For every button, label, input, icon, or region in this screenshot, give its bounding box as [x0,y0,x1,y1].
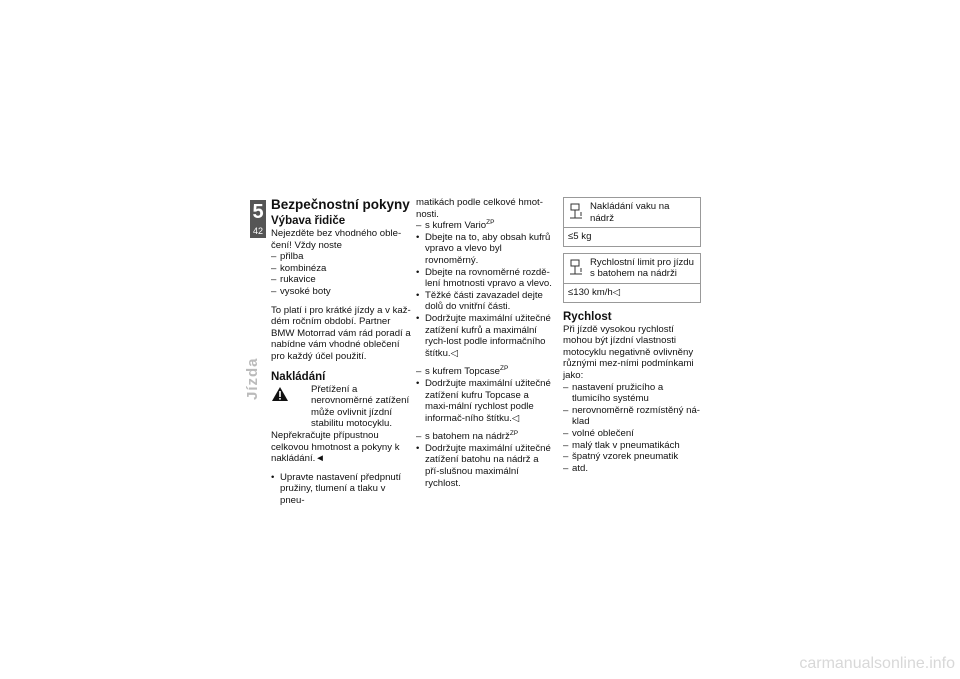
speed-intro: Při jízdě vysokou rychlostí mohou být jízdní vlastnosti motocyklu negativně ovlivněny různými mez-ními podmínkami jako: [563,323,694,381]
list-item: • Dbejte na to, aby obsah kufrů vpravo a vlevo byl rovnoměrný. [416,232,553,267]
spec-value: ≤130 km/h◁ [564,283,700,302]
list-item: • Dodržujte maximální užitečné zatížení batohu na nádrž a pří-slušnou maximální rychlost. [416,443,553,489]
list-item: – volné oblečení [563,428,703,440]
option-vario-sup: ZP [486,219,495,226]
list-item: • Dodržujte maximální užitečné zatížení kufru Topcase a maxi-mální rychlost podle informač-ního štítku.◁ [416,378,553,424]
option-topcase-label: s kufrem Topcase [425,366,501,378]
option-tank-bag-label: s batohem na nádrž [425,431,510,443]
list-item: – rukavice [271,274,411,286]
option-topcase-sup: ZP [500,365,509,373]
rider-intro: Nejezděte bez vhodného oble-čení! Vždy noste [271,228,402,251]
list-item: • Těžké části zavazadel dejte dolů do vnitřní části. [416,290,553,313]
side-chapter-title-text: Jízda [244,357,261,400]
warning-text: Přetížení a nerovnoměrné zatížení může ovlivnit jízdní stabilitu motocyklu. [311,383,410,430]
list-item: • Upravte nastavení předpnutí pružiny, tlumení a tlaku v pneu- [271,472,411,507]
continued-text: matikách podle celkové hmot-nosti. [416,197,543,220]
column-3 [563,197,703,474]
option-vario-label: s kufrem Vario [425,220,487,232]
warning-block [271,384,411,430]
page-number: 42 [252,226,263,236]
warning-icon [271,386,289,402]
spec-label: Nakládání vaku na nádrž [590,201,670,224]
option-tank-bag [416,431,553,443]
warning-text-2: Nepřekračujte přípustnou celkovou hmotnost a pokyny k nakládání.◄ [271,429,400,465]
tank-bag-icon [568,201,584,221]
list-item: – nerovnoměrně rozmístěný ná-klad [563,405,703,428]
list-item: – špatný vzorek pneumatik [563,451,703,463]
heading-speed: Rychlost [563,310,612,323]
option-tank-bag-sup: ZP [509,430,519,438]
list-item: – nastavení pružicího a tlumicího systému [563,382,703,405]
list-item: • Dodržujte maximální užitečné zatížení kufrů a maximální rych-lost podle informačního štítku.◁ [416,313,553,359]
list-item: • Dbejte na rovnoměrné rozdě-lení hmotnosti vpravo a vlevo. [416,267,553,290]
heading-rider-equipment: Výbava řidiče [271,215,346,227]
heading-loading: Nakládání [271,370,326,383]
option-vario [416,220,553,232]
page-title: Bezpečnostní pokyny [271,197,410,212]
list-item: – kombinéza [271,263,411,275]
tank-bag-icon [568,257,584,277]
rider-note: To platí i pro krátké jízdy a v kaž-dém ročním období. Partner BMW Motorrad vám rád poradí a nabídne vám vhodné oblečení pro každý účel použití. [271,304,411,362]
side-chapter-title [236,320,266,400]
spec-box-tank-bag-speed [563,253,701,303]
list-item: – přilba [271,251,411,263]
option-topcase [416,366,553,378]
list-item: – malý tlak v pneumatikách [563,440,703,452]
list-item: – vysoké boty [271,286,411,298]
column-2 [416,197,553,489]
chapter-number: 5 [252,201,264,223]
spec-value: ≤5 kg [564,227,700,246]
spec-box-tank-bag-load [563,197,701,247]
watermark: carmanualsonline.info [799,655,955,672]
list-item: – atd. [563,463,703,475]
spec-label: Rychlostní limit pro jízdu s batohem na nádrži [590,256,694,280]
column-1 [271,197,411,506]
